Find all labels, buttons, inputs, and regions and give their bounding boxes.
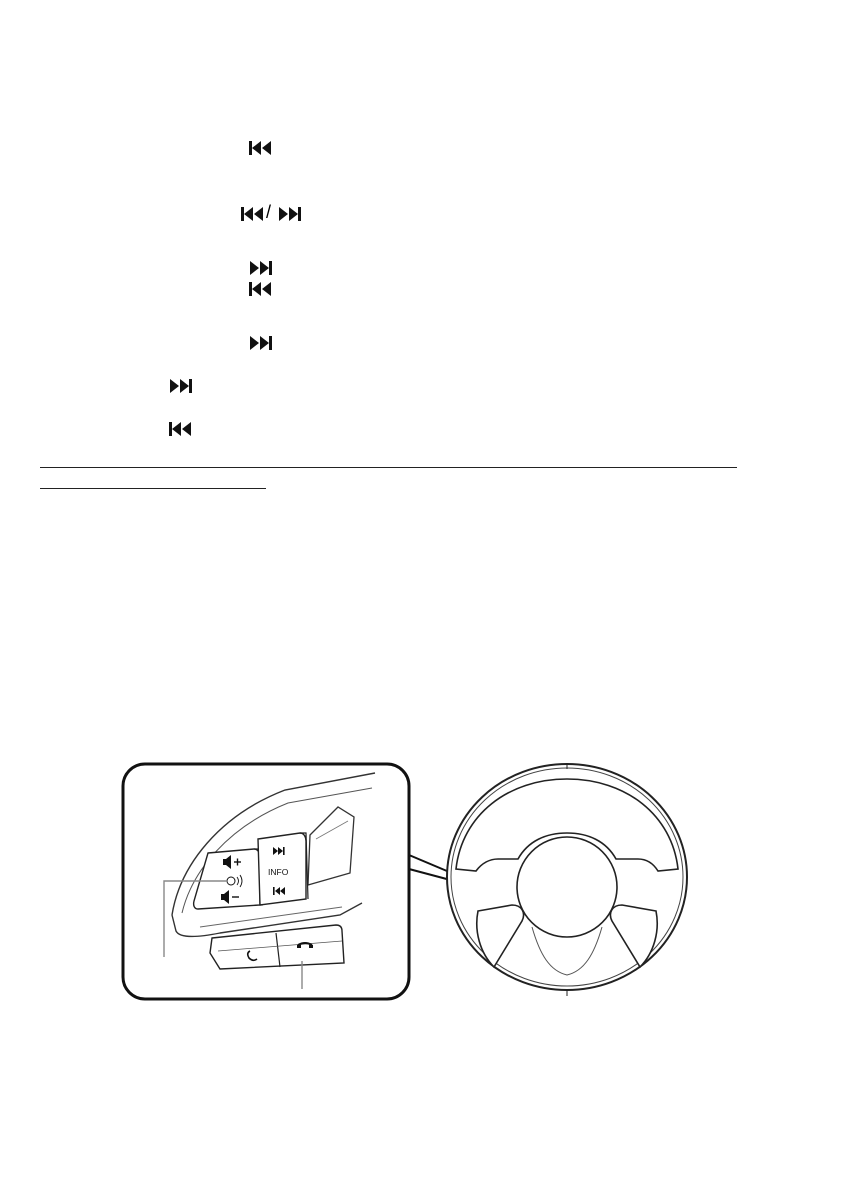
previous-track-icon xyxy=(169,421,193,437)
previous-track-icon xyxy=(241,206,265,222)
previous-track-icon xyxy=(249,281,273,297)
next-track-icon xyxy=(277,206,301,222)
steering-controls-diagram xyxy=(110,755,700,1010)
next-track-icon xyxy=(248,260,272,276)
next-track-icon xyxy=(168,378,192,394)
section-divider-long xyxy=(40,467,737,468)
previous-track-icon xyxy=(249,140,273,156)
info-button-label: INFO xyxy=(268,867,289,877)
track-info-rocker xyxy=(258,833,308,905)
next-track-icon xyxy=(248,335,272,351)
section-divider-short xyxy=(40,488,266,489)
slash-separator: / xyxy=(266,202,272,222)
steering-wheel xyxy=(447,764,687,996)
